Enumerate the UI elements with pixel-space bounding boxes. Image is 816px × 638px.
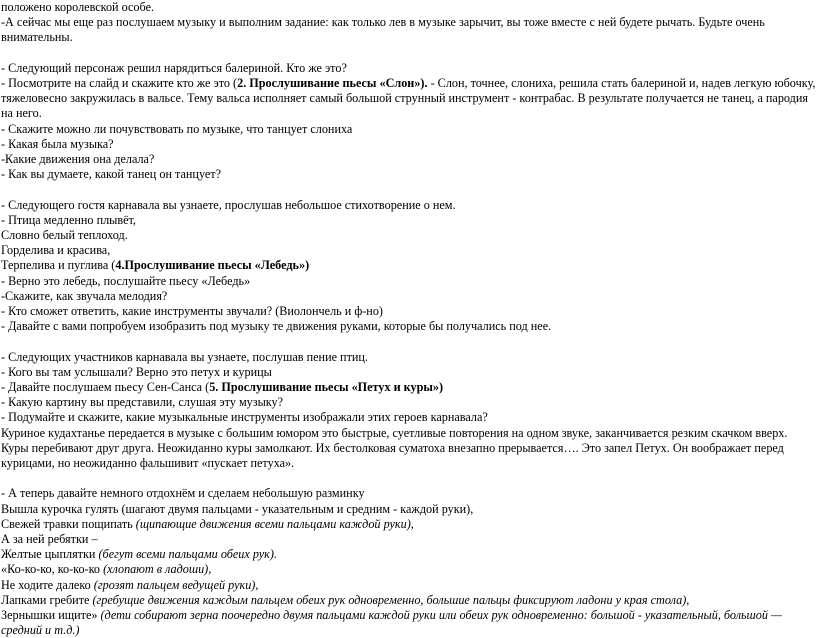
text-line: А за ней ребятки – [1, 532, 98, 547]
text-run: Не ходите далеко [1, 577, 94, 592]
bold-run: 4.Прослушивание пьесы «Лебедь») [115, 258, 310, 273]
italic-run: (гребущие движения каждым пальцем обеих рук одновременно, большие пальцы фиксируют ладони у края стола), [92, 592, 690, 607]
text-paragraph [1, 547, 816, 562]
text-line: - Следующих участников карнавала вы узнаете, послушав пение птиц. [1, 349, 368, 364]
text-line: - Скажите можно ли почувствовать по музыке, что танцует слониха [1, 121, 353, 136]
text-run: Лапками гребите [1, 592, 93, 607]
text-line: - Кого вы там услышали? Верно это петух и курицы [1, 364, 272, 379]
text-line: -Какие движения она делала? [1, 152, 155, 167]
text-run: «Ко-ко-ко, ко-ко-ко [1, 562, 104, 577]
italic-run: (дети собирают зерна поочередно двумя пальцами каждой руки или обеих рук одновременно: большой - указательный, большой — средний и т.д.) [1, 608, 782, 638]
text-line: - Какую картину вы представили, слушая эту музыку? [1, 395, 284, 410]
text-line: - Верно это лебедь, послушайте пьесу «Лебедь» [1, 273, 251, 288]
text-line: положено королевской особе. [1, 0, 155, 14]
bold-run: 5. Прослушивание пьесы «Петух и куры») [209, 380, 444, 395]
text-line: - Как вы думаете, какой танец он танцует? [1, 167, 222, 182]
italic-run: (щипающие движения всеми пальцами каждой руки), [135, 516, 414, 531]
text-paragraph [1, 578, 816, 593]
text-line: -А сейчас мы еще раз послушаем музыку и выполним задание: как только лев в музыке зарычит, вы тоже вместе с ней будете рычать. Будьте очень внимательны. [1, 15, 765, 45]
text-run: - Давайте послушаем пьесу Сен-Санса ( [1, 380, 210, 395]
text-run: Свежей травки пощипать [1, 516, 136, 531]
text-line: Горделива и красива, [1, 243, 111, 258]
text-run: Желтые цыплятки [1, 547, 99, 562]
blank-line [1, 182, 816, 197]
text-paragraph [1, 380, 816, 395]
italic-run: (грозят пальцем ведущей руки), [93, 577, 259, 592]
text-run: Зернышки ищите» [1, 608, 101, 623]
text-line: - Следующий персонаж решил нарядиться балериной. Кто же это? [1, 60, 347, 75]
text-paragraph [1, 517, 816, 532]
text-paragraph [1, 593, 816, 608]
text-line: - Какая была музыка? [1, 136, 114, 151]
text-line: - Давайте с вами попробуем изобразить под музыку те движения руками, которые бы получались под нее. [1, 319, 552, 334]
text-line: -Скажите, как звучала мелодия? [1, 288, 168, 303]
text-run: Терпелива и пуглива ( [1, 258, 116, 273]
bold-run: 2. Прослушивание пьесы «Слон»). [237, 76, 428, 90]
blank-line [1, 471, 816, 486]
text-line: - Подумайте и скажите, какие музыкальные инструменты изображали этих героев карнавала? [1, 410, 488, 425]
text-run: - Посмотрите на слайд и скажите кто же это ( [1, 76, 238, 90]
text-paragraph: Куриное кудахтанье передается в музыке с большим юмором это быстрые, суетливые повторения на одном звуке, заканчивается резким скачком вверх. Куры перебивают друг друга. Неожиданно куры замолкают. Их бестолковая суматоха внезапно прерывается…. Это запел Петух. Он воображает перед курицами, но неожиданно фальшивит «пускает петуха». [1, 425, 788, 471]
text-run: - Слон, точнее, слониха, решила стать балериной и, надев легкую юбочку, тяжеловесно закружилась в вальсе. Тему вальса исполняет самый большой струнный инструмент - контрабас. В результате получается не танец, а пародия на него. [1, 76, 816, 121]
text-line: - Кто сможет ответить, какие инструменты звучали? (Виолончель и ф-но) [1, 304, 383, 319]
italic-run: (хлопают в ладоши), [103, 562, 212, 577]
text-line: - Птица медленно плывёт, [1, 212, 136, 227]
blank-line [1, 334, 816, 349]
text-line: Вышла курочка гулять (шагают двумя пальцами - указательным и средним - каждой руки), [1, 501, 474, 516]
text-paragraph [1, 608, 816, 638]
text-paragraph [1, 562, 816, 577]
text-paragraph [1, 258, 816, 273]
italic-run: (бегут всеми пальцами обеих рук). [98, 547, 277, 562]
text-line: Словно белый теплоход. [1, 228, 128, 243]
text-line: - Следующего гостя карнавала вы узнаете, прослушав небольшое стихотворение о нем. [1, 197, 456, 212]
text-line: - А теперь давайте немного отдохнём и сделаем небольшую разминку [1, 486, 365, 501]
blank-line [1, 46, 816, 61]
text-paragraph [1, 76, 816, 122]
